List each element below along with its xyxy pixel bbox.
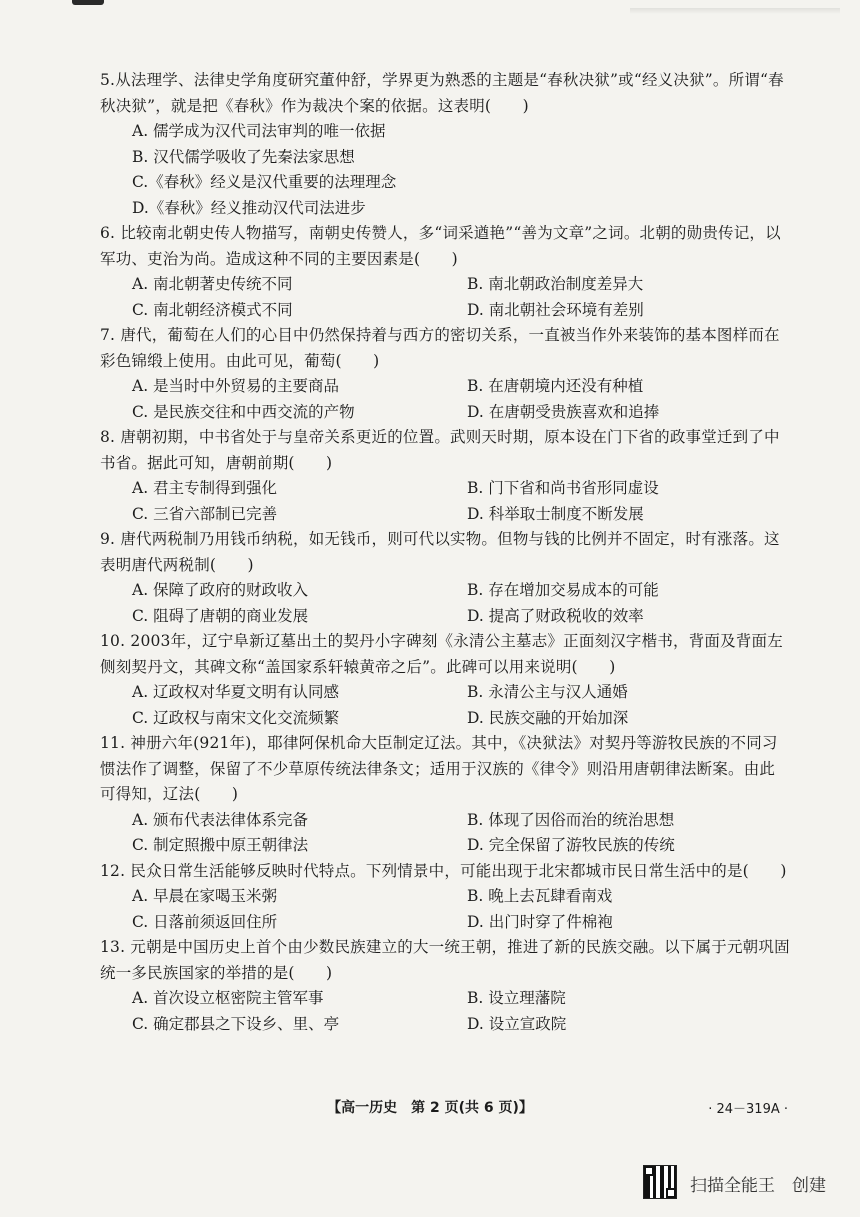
question-stem: 8. 唐朝初期，中书省处于与皇帝关系更近的位置。武则天时期，原本设在门下省的政事堂迁到了中书省。据此可知，唐朝前期( ) xyxy=(100,428,780,472)
option-row xyxy=(100,986,790,1012)
answer-option: B. 永清公主与汉人通婚 xyxy=(467,683,628,701)
binding-mark xyxy=(72,0,104,5)
answer-option: B. 门下省和尚书省形同虚设 xyxy=(467,479,659,497)
question xyxy=(100,425,790,527)
answer-option: B. 体现了因俗而治的统治思想 xyxy=(467,810,675,829)
answer-option: A. 南北朝著史传统不同 xyxy=(132,275,293,293)
answer-option: D. 科举取士制度不断发展 xyxy=(467,504,644,523)
question xyxy=(100,859,790,936)
answer-option: C. 确定郡县之下设乡、里、亭 xyxy=(132,1014,340,1033)
paper-code: · 24－319A · xyxy=(708,1102,788,1117)
option-row xyxy=(100,502,790,528)
answer-option: D. 南北朝社会环境有差别 xyxy=(467,300,644,319)
answer-option: B. 设立理藩院 xyxy=(467,989,566,1007)
answer-option: A. 首次设立枢密院主管军事 xyxy=(132,989,324,1007)
option-row xyxy=(100,1012,790,1038)
answer-option: C. 日落前须返回住所 xyxy=(132,912,278,931)
option-row xyxy=(100,476,790,502)
option-row xyxy=(100,272,790,298)
question-stem: 6. 比较南北朝史传人物描写，南朝史传赞人，多“词采遒艳”“善为文章”之词。北朝的勋贵传记，以军功、吏治为尚。造成这种不同的主要因素是( ) xyxy=(100,224,781,268)
question xyxy=(100,527,790,629)
answer-option: A. 儒学成为汉代司法审判的唯一依据 xyxy=(132,122,386,140)
answer-option: D. 提高了财政税收的效率 xyxy=(467,606,644,625)
question xyxy=(100,935,790,1037)
scan-shadow xyxy=(630,8,840,14)
answer-option: D. 完全保留了游牧民族的传统 xyxy=(467,836,675,854)
answer-option: C. 辽政权与南宋文化交流频繁 xyxy=(132,708,340,727)
answer-option: A. 早晨在家喝玉米粥 xyxy=(132,887,278,905)
question xyxy=(100,731,790,859)
question-stem: 11. 神册六年(921年)，耶律阿保机命大臣制定辽法。其中，《决狱法》对契丹等游牧民族的不同习惯法作了调整，保留了不少草原传统法律条文；适用于汉族的《律令》则沿用唐朝律法断案。由此可得知，辽法( ) xyxy=(100,734,778,803)
question xyxy=(100,221,790,323)
question-stem: 13. 元朝是中国历史上首个由少数民族建立的大一统王朝，推进了新的民族交融。以下属于元朝巩固统一多民族国家的举措的是( ) xyxy=(100,938,790,982)
answer-option: B. 晚上去瓦肆看南戏 xyxy=(467,887,613,905)
question-list xyxy=(100,68,790,1037)
answer-option: A. 君主专制得到强化 xyxy=(132,479,278,497)
answer-option: C. 是民族交往和中西交流的产物 xyxy=(132,402,355,421)
answer-option: D. 设立宣政院 xyxy=(467,1014,567,1033)
answer-option: A. 是当时中外贸易的主要商品 xyxy=(132,377,340,395)
question-stem: 7. 唐代，葡萄在人们的心目中仍然保持着与西方的密切关系，一直被当作外来装饰的基本图样而在彩色锦缎上使用。由此可见，葡萄( ) xyxy=(100,326,780,370)
answer-option: D. 出门时穿了件棉袍 xyxy=(467,912,613,931)
option-row xyxy=(100,884,790,910)
question-stem: 9. 唐代两税制乃用钱币纳税，如无钱币，则可代以实物。但物与钱的比例并不固定，时有涨落。这表明唐代两税制( ) xyxy=(100,530,780,574)
answer-option: C. 阻碍了唐朝的商业发展 xyxy=(132,606,309,625)
option-row xyxy=(100,604,790,630)
answer-option: A. 保障了政府的财政收入 xyxy=(132,581,309,599)
answer-option: C. 三省六部制已完善 xyxy=(132,504,278,523)
answer-option: D. 民族交融的开始加深 xyxy=(467,708,629,727)
question xyxy=(100,323,790,425)
option-row xyxy=(100,298,790,324)
option-row xyxy=(100,680,790,706)
answer-option: C.《春秋》经义是汉代重要的法理理念 xyxy=(132,173,397,191)
answer-option: C. 南北朝经济模式不同 xyxy=(132,300,293,319)
option-row xyxy=(100,400,790,426)
option-row xyxy=(100,706,790,732)
question-stem: 10. 2003年，辽宁阜新辽墓出土的契丹小字碑刻《永清公主墓志》正面刻汉字楷书，背面及背面左侧刻契丹文，其碑文称“盖国家系轩辕黄帝之后”。此碑可以用来说明( ) xyxy=(100,632,783,676)
question xyxy=(100,629,790,731)
answer-option: B. 汉代儒学吸收了先秦法家思想 xyxy=(132,147,355,166)
qr-code-icon xyxy=(643,1165,677,1199)
scanner-watermark: 扫描全能王 创建 xyxy=(690,1176,826,1196)
answer-option: B. 存在增加交易成本的可能 xyxy=(467,581,659,599)
option-row xyxy=(100,910,790,936)
option-row xyxy=(100,833,790,859)
option-row xyxy=(100,374,790,400)
answer-option: B. 在唐朝境内还没有种植 xyxy=(467,377,644,395)
answer-option: B. 南北朝政治制度差异大 xyxy=(467,275,644,293)
answer-option: A. 辽政权对华夏文明有认同感 xyxy=(132,683,340,701)
page-footer-title: 【高一历史 第 2 页(共 6 页)】 xyxy=(327,1100,533,1116)
answer-option: A. 颁布代表法律体系完备 xyxy=(132,810,309,829)
question-stem: 12. 民众日常生活能够反映时代特点。下列情景中，可能出现于北宋都城市民日常生活中的是( ) xyxy=(100,861,787,880)
question xyxy=(100,68,790,221)
answer-option: D. 在唐朝受贵族喜欢和追捧 xyxy=(467,402,660,421)
option-row xyxy=(100,578,790,604)
option-row xyxy=(100,808,790,834)
answer-option: D.《春秋》经义推动汉代司法进步 xyxy=(132,198,366,217)
question-stem: 5.从法理学、法律史学角度研究董仲舒，学界更为熟悉的主题是“春秋决狱”或“经义决狱”。所谓“春秋决狱”，就是把《春秋》作为裁决个案的依据。这表明( ) xyxy=(100,71,784,115)
answer-option: C. 制定照搬中原王朝律法 xyxy=(132,836,309,854)
